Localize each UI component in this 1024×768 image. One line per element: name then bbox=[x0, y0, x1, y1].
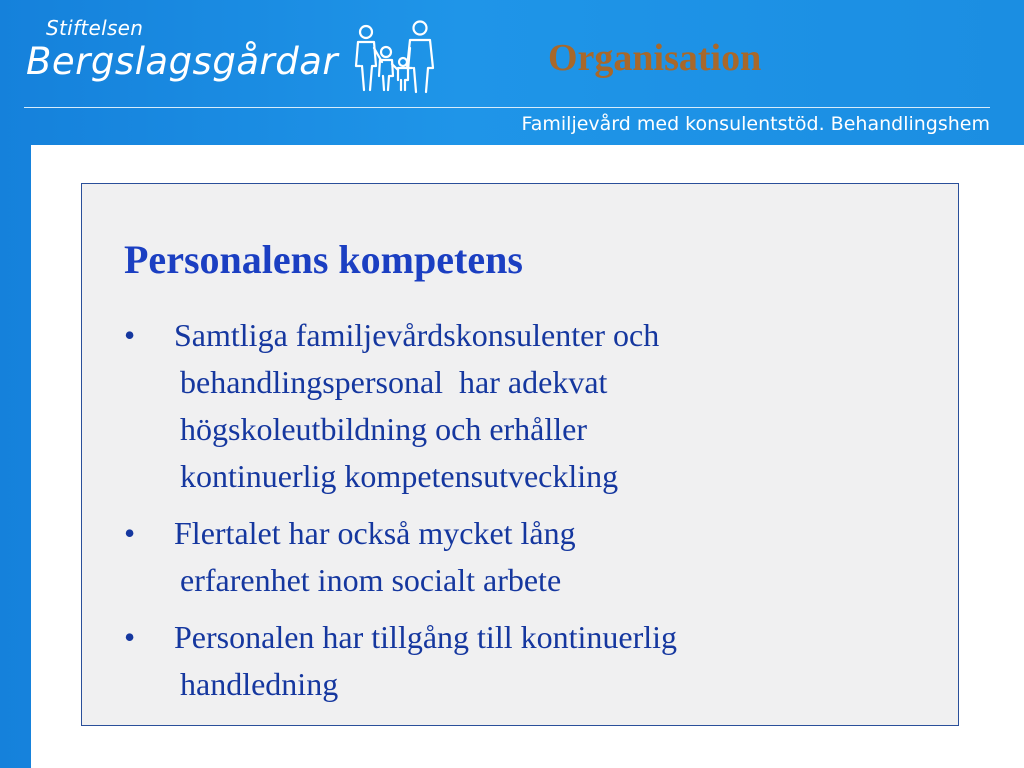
info-box bbox=[81, 183, 959, 726]
bullet-icon: • bbox=[124, 619, 136, 655]
bullet-line: Flertalet har också mycket lång bbox=[174, 515, 576, 551]
bullet-item bbox=[120, 614, 920, 708]
bullet-icon: • bbox=[124, 515, 136, 551]
logo-small-text: Stiftelsen bbox=[46, 16, 144, 40]
bullet-item bbox=[120, 510, 920, 604]
family-figures-logo-icon bbox=[348, 18, 440, 94]
box-heading: Personalens kompetens bbox=[124, 237, 523, 282]
bullet-line: Samtliga familjevårdskonsulenter och bbox=[174, 317, 660, 353]
tagline: Familjevård med konsulentstöd. Behandlingshem bbox=[521, 113, 990, 135]
logo-main-text: Bergslagsgårdar bbox=[26, 40, 339, 83]
bullet-line: handledning bbox=[180, 666, 339, 702]
bullet-icon: • bbox=[124, 317, 136, 353]
bullet-list bbox=[120, 312, 920, 718]
bullet-line: behandlingspersonal har adekvat bbox=[180, 364, 608, 400]
bullet-line: högskoleutbildning och erhåller bbox=[180, 411, 588, 447]
header-divider bbox=[24, 107, 990, 108]
bullet-line: Personalen har tillgång till kontinuerlig bbox=[174, 619, 678, 655]
bullet-line: kontinuerlig kompetensutveckling bbox=[180, 458, 619, 494]
slide-section-title: Organisation bbox=[548, 37, 762, 79]
bullet-item bbox=[120, 312, 920, 500]
bullet-line: erfarenhet inom socialt arbete bbox=[180, 562, 562, 598]
